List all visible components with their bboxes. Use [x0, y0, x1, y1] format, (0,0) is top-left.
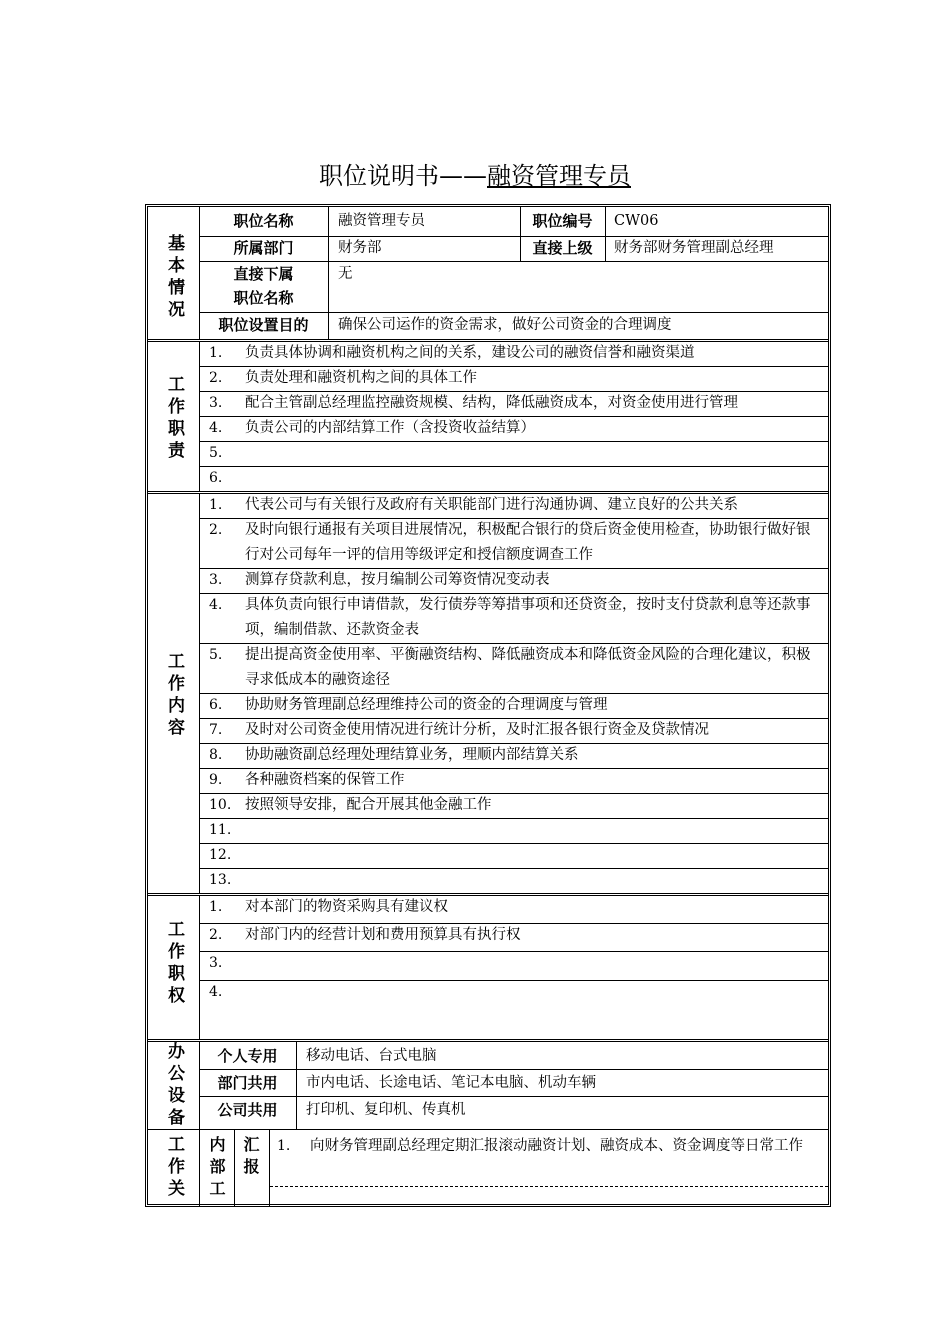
authority-row [199, 980, 828, 1009]
relations-sublabel-report [235, 1134, 268, 1178]
content-item-text: 及时对公司资金使用情况进行统计分析，及时汇报各银行资金及贷款情况 [245, 722, 709, 738]
content-item-text: 协助财务管理副总经理维持公司的资金的合理调度与管理 [245, 697, 608, 713]
basic-info-section [148, 207, 828, 339]
duty-item-num: 5. [209, 445, 223, 461]
equipment-row-label: 部门共用 [217, 1074, 278, 1092]
equipment-label [160, 1041, 193, 1129]
content-item-num: 1. [209, 497, 223, 513]
relations-sublabel-internal [201, 1134, 234, 1200]
content-row [199, 868, 828, 893]
content-item-num: 5. [209, 647, 223, 663]
content-item-text: 测算存贷款利息，按月编制公司筹资情况变动表 [245, 572, 550, 588]
authority-row [199, 895, 828, 923]
duties-label-text: 工 作 职 责 [168, 375, 185, 461]
content-item-num: 9. [209, 772, 223, 788]
authority-item-num: 1. [209, 899, 223, 915]
content-item-num: 6. [209, 697, 223, 713]
duty-row [199, 441, 828, 466]
content-row [199, 793, 828, 818]
content-row [199, 568, 828, 593]
duty-row [199, 341, 828, 366]
authority-section [148, 895, 828, 1039]
content-label-text: 工 作 内 容 [168, 652, 185, 738]
equipment-row-label: 个人专用 [217, 1047, 278, 1065]
authority-item-text: 对部门内的经营计划和费用预算具有执行权 [245, 927, 521, 943]
authority-label [160, 919, 193, 1007]
department-label: 所属部门 [233, 239, 294, 257]
duty-item-text: 负责处理和融资机构之间的具体工作 [245, 370, 477, 386]
content-item-text: 协助融资副总经理处理结算业务，理顺内部结算关系 [245, 747, 579, 763]
duty-item-num: 4. [209, 420, 223, 436]
position-name-label: 职位名称 [233, 212, 294, 230]
duty-item-num: 1. [209, 345, 223, 361]
relations-sublabel2-text: 汇 报 [243, 1135, 260, 1176]
content-item-num: 10. [209, 797, 232, 813]
content-item-text: 提出提高资金使用率、平衡融资结构、降低融资成本和降低资金风险的合理化建议，积极寻求低成本的融资途径 [245, 647, 811, 688]
authority-label-text: 工 作 职 权 [168, 920, 185, 1006]
superior-value: 财务部财务管理副总经理 [614, 240, 774, 256]
authority-item-num: 4. [209, 984, 223, 1000]
content-row [199, 843, 828, 868]
content-item-text: 具体负责向银行申请借款，发行债券等筹措事项和还贷资金，按时支付贷款利息等还款事项，编制借款、还款资金表 [245, 597, 811, 638]
purpose-value: 确保公司运作的资金需求，做好公司资金的合理调度 [338, 317, 672, 333]
relations-sublabel-text: 内 部 工 [209, 1135, 226, 1198]
relations-label-text: 工 作 关 [168, 1135, 185, 1199]
position-code-label: 职位编号 [532, 212, 593, 230]
subordinate-label-line1: 直接下属 [233, 265, 294, 283]
page-title [0, 158, 950, 194]
duty-item-num: 3. [209, 395, 223, 411]
content-item-text: 各种融资档案的保管工作 [245, 772, 405, 788]
position-name-value: 融资管理专员 [338, 213, 425, 229]
content-label [160, 651, 193, 739]
content-row [199, 743, 828, 768]
content-item-num: 4. [209, 597, 223, 613]
superior-label: 直接上级 [532, 239, 593, 257]
duty-item-num: 2. [209, 370, 223, 386]
duty-item-text: 负责具体协调和融资机构之间的关系，建设公司的融资信誉和融资渠道 [245, 345, 695, 361]
authority-item-text: 对本部门的物资采购具有建议权 [245, 899, 448, 915]
duty-row [199, 466, 828, 491]
equipment-row-value: 移动电话、台式电脑 [306, 1048, 437, 1064]
content-row [199, 493, 828, 518]
content-item-text: 按照领导安排，配合开展其他金融工作 [245, 797, 492, 813]
basic-label-text: 基 本 情 况 [168, 234, 185, 320]
content-row [199, 643, 828, 693]
content-row [199, 818, 828, 843]
content-item-num: 8. [209, 747, 223, 763]
content-item-num: 11. [209, 822, 232, 838]
content-row [199, 768, 828, 793]
content-row [199, 518, 828, 568]
content-item-text: 代表公司与有关银行及政府有关职能部门进行沟通协调、建立良好的公共关系 [245, 497, 738, 513]
subordinate-label-line2: 职位名称 [233, 289, 294, 307]
title-prefix: 职位说明书—— [319, 162, 487, 190]
authority-row [199, 951, 828, 980]
relations-item-num: 1. [277, 1138, 291, 1154]
authority-item-num: 2. [209, 927, 223, 943]
equipment-section [148, 1041, 828, 1129]
subordinate-value: 无 [338, 266, 353, 282]
relations-section [148, 1130, 828, 1207]
duties-section [148, 341, 828, 491]
equipment-row-value: 市内电话、长途电话、笔记本电脑、机动车辆 [306, 1075, 596, 1091]
duty-item-text: 配合主管副总经理监控融资规模、结构，降低融资成本，对资金使用进行管理 [245, 395, 738, 411]
duty-item-num: 6. [209, 470, 223, 486]
duty-row [199, 416, 828, 441]
purpose-label: 职位设置目的 [218, 316, 309, 334]
content-row [199, 593, 828, 643]
content-item-text: 及时向银行通报有关项目进展情况，积极配合银行的贷后资金使用检查，协助银行做好银行对公司每年一评的信用等级评定和授信额度调查工作 [245, 522, 811, 563]
title-position: 融资管理专员 [487, 162, 631, 190]
content-section [148, 493, 828, 893]
content-item-num: 2. [209, 522, 223, 538]
content-item-num: 3. [209, 572, 223, 588]
equipment-row-label: 公司共用 [217, 1101, 278, 1119]
equipment-row-value: 打印机、复印机、传真机 [306, 1102, 466, 1118]
department-value: 财务部 [338, 240, 382, 256]
content-item-num: 12. [209, 847, 232, 863]
duty-row [199, 366, 828, 391]
duties-label [160, 374, 193, 462]
duty-row [199, 391, 828, 416]
relations-item-text: 向财务管理副总经理定期汇报滚动融资计划、融资成本、资金调度等日常工作 [310, 1138, 803, 1154]
basic-info-label [160, 233, 193, 321]
content-item-num: 7. [209, 722, 223, 738]
job-description-table [145, 204, 831, 1207]
content-row [199, 718, 828, 743]
position-code-value: CW06 [614, 213, 659, 229]
equipment-label-text: 办 公 设 备 [168, 1042, 185, 1128]
authority-item-num: 3. [209, 955, 223, 971]
duty-item-text: 负责公司的内部结算工作（含投资收益结算） [245, 420, 535, 436]
authority-row [199, 923, 828, 951]
relations-label [160, 1134, 193, 1200]
content-row [199, 693, 828, 718]
content-item-num: 13. [209, 872, 232, 888]
